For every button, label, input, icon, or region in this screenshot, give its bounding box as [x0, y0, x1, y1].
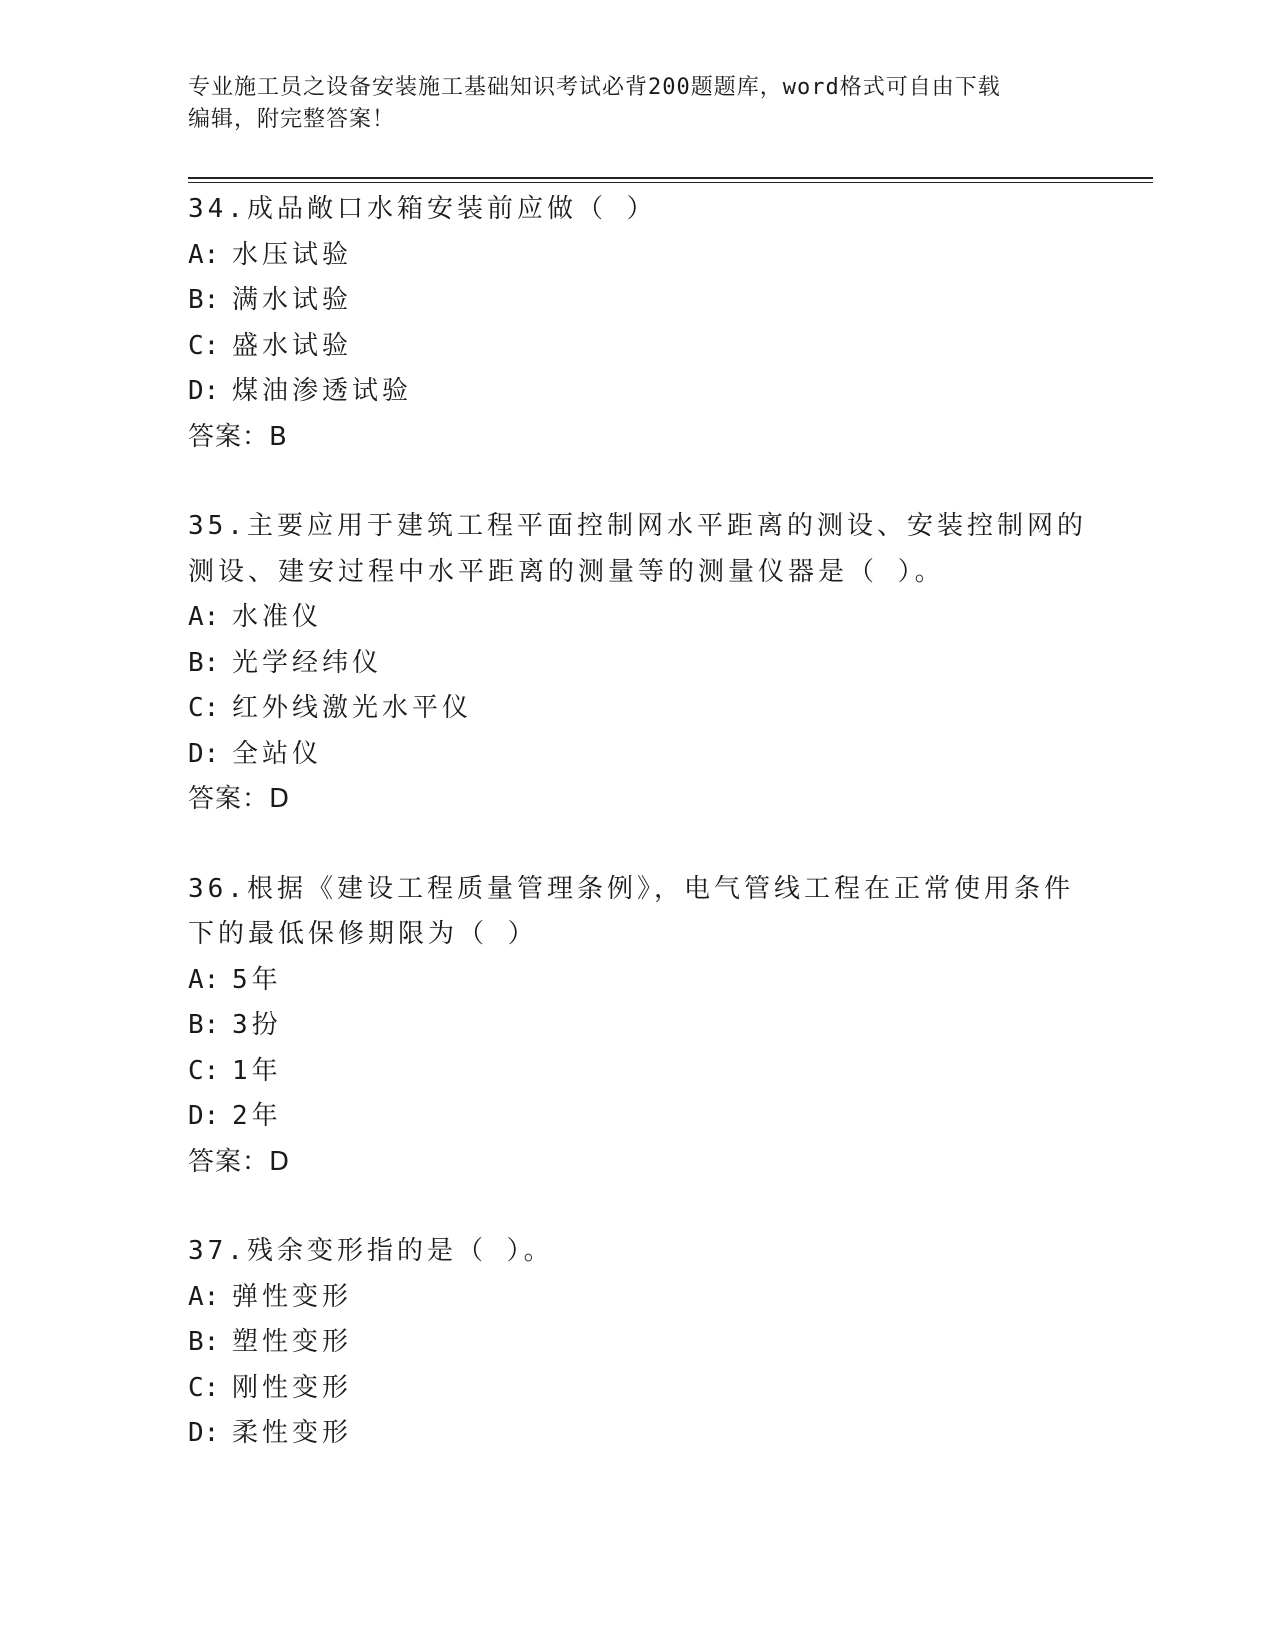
option-b	[188, 1003, 1088, 1049]
option-text: 3扮	[232, 1010, 282, 1040]
option-letter: D:	[188, 1418, 220, 1448]
option-text: 光学经纬仪	[232, 647, 383, 678]
document-header	[188, 72, 1088, 136]
option-a	[188, 1275, 1088, 1321]
question-34	[188, 187, 1088, 460]
option-text: 煤油渗透试验	[232, 376, 413, 406]
option-text: 2年	[232, 1101, 282, 1131]
option-a	[188, 958, 1088, 1004]
option-text: 柔性变形	[232, 1418, 353, 1448]
option-letter: A:	[188, 602, 220, 632]
option-a	[188, 595, 1088, 641]
answer: 答案：D	[188, 1146, 291, 1177]
option-c	[188, 1366, 1088, 1412]
option-text: 满水试验	[232, 285, 353, 315]
question-stem: 34.成品敞口水箱安装前应做（ ）	[188, 194, 657, 224]
question-stem: 35.主要应用于建筑工程平面控制网水平距离的测设、安装控制网的测设、建安过程中水平距离的测量等的测量仪器是（ ）。	[188, 511, 1087, 587]
option-letter: A:	[188, 1281, 220, 1312]
option-letter: C:	[188, 1055, 220, 1086]
option-text: 水压试验	[232, 239, 353, 270]
option-text: 弹性变形	[232, 1281, 353, 1312]
option-b	[188, 278, 1088, 324]
header-line-1: 专业施工员之设备安装施工基础知识考试必背200题题库，word格式可自由下载	[188, 75, 1001, 100]
option-b	[188, 1320, 1088, 1366]
option-c	[188, 324, 1088, 370]
option-d	[188, 1411, 1088, 1457]
header-divider-thin	[188, 182, 1153, 183]
question-list	[188, 187, 1088, 1501]
option-d	[188, 732, 1088, 778]
option-letter: C:	[188, 1372, 220, 1403]
option-d	[188, 1094, 1088, 1140]
option-text: 全站仪	[232, 738, 323, 769]
option-letter: D:	[188, 1101, 220, 1131]
option-letter: C:	[188, 330, 220, 361]
option-letter: C:	[188, 693, 220, 723]
option-letter: D:	[188, 376, 220, 406]
option-c	[188, 1049, 1088, 1095]
option-text: 塑性变形	[232, 1327, 353, 1357]
option-text: 水准仪	[232, 602, 323, 632]
option-letter: A:	[188, 964, 220, 995]
option-b	[188, 641, 1088, 687]
option-letter: D:	[188, 738, 220, 769]
question-35	[188, 504, 1088, 823]
option-text: 刚性变形	[232, 1372, 353, 1403]
option-a	[188, 233, 1088, 279]
option-c	[188, 686, 1088, 732]
question-37	[188, 1229, 1088, 1457]
option-text: 5年	[232, 964, 282, 995]
option-d	[188, 369, 1088, 415]
question-stem: 37.残余变形指的是（ ）。	[188, 1236, 554, 1266]
question-36	[188, 867, 1088, 1186]
option-letter: B:	[188, 1327, 220, 1357]
option-text: 盛水试验	[232, 330, 353, 361]
header-divider-thick	[188, 177, 1153, 179]
answer: 答案：D	[188, 784, 291, 814]
header-line-2: 编辑，附完整答案！	[188, 107, 396, 132]
option-letter: A:	[188, 239, 220, 270]
option-text: 1年	[232, 1055, 282, 1086]
option-letter: B:	[188, 285, 220, 315]
option-text: 红外线激光水平仪	[232, 693, 473, 723]
option-letter: B:	[188, 647, 220, 678]
answer: 答案：B	[188, 421, 288, 452]
question-stem: 36.根据《建设工程质量管理条例》，电气管线工程在正常使用条件下的最低保修期限为（ ）	[188, 873, 1074, 949]
option-letter: B:	[188, 1010, 220, 1040]
